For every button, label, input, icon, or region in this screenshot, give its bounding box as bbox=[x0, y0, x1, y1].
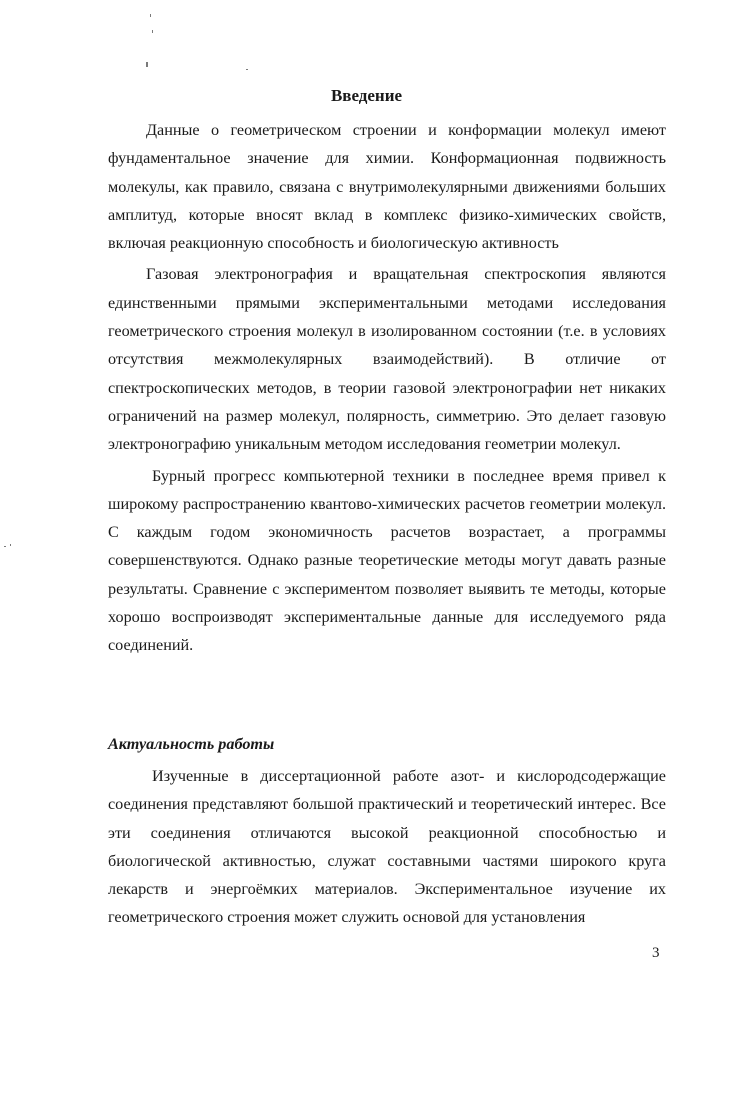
intro-text bbox=[108, 116, 666, 660]
paragraph: Данные о геометрическом строении и конформации молекул имеют фундаментальное значение для химии. Конформационная подвижность молекулы, как правило, связана с внутримолекулярными движениями больших амплитуд, которые вносят вклад в комплекс физико-химических свойств, включая реакционную способность и биологическую активность bbox=[108, 121, 666, 253]
paragraph: Бурный прогресс компьютерной техники в последнее время привел к широкому распространению квантово-химических расчетов геометрии молекул. С каждым годом экономичность расчетов возрастает, а программы совершенствуются. Однако разные теоретические методы могут давать разные результаты. Сравнение с экспериментом позволяет выявить те методы, которые хорошо воспроизводят экспериментальные данные для исследуемого ряда соединений. bbox=[108, 466, 666, 655]
scan-speck bbox=[10, 544, 11, 546]
page-number: 3 bbox=[652, 945, 660, 961]
scan-speck bbox=[152, 30, 153, 33]
scan-speck bbox=[150, 14, 151, 17]
scan-speck bbox=[246, 69, 248, 70]
paragraph: Изученные в диссертационной работе азот- и кислородсодержащие соединения представляют большой практический и теоретический интерес. Все эти соединения отличаются высокой реакционной способностью и биологической активностью, служат составными частями широкого круга лекарств и энергоёмких материалов. Экспериментальное изучение их геометрического строения может служить основой для установления bbox=[108, 767, 666, 927]
scan-speck bbox=[4, 546, 6, 547]
scan-speck bbox=[146, 62, 148, 67]
paragraph: Газовая электронография и вращательная спектроскопия являются единственными прямыми экспериментальными методами исследования геометрического строения молекул в изолированном состоянии (т.е. в условиях отсутствия межмолекулярных взаимодействий). В отличие от спектроскопических методов, в теории газовой электронографии нет никаких ограничений на размер молекул, полярность, симметрию. Это делает газовую электронографию уникальным методом исследования геометрии молекул. bbox=[108, 265, 666, 454]
section-heading: Актуальность работы bbox=[108, 735, 275, 753]
page-title: Введение bbox=[330, 86, 403, 105]
section-text bbox=[108, 762, 666, 932]
